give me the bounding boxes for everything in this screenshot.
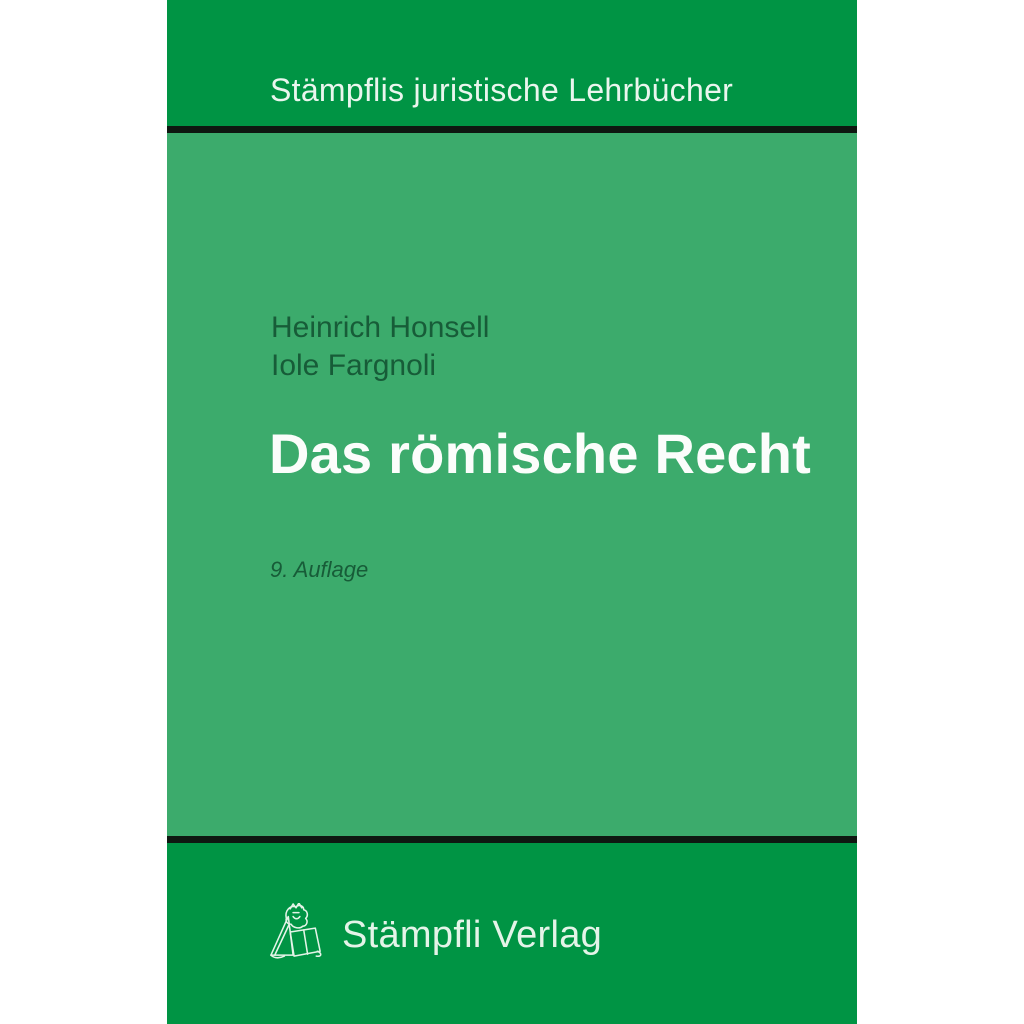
- bottom-divider-rule: [167, 836, 857, 843]
- author-names: [271, 309, 489, 385]
- author-name-1: Heinrich Honsell: [271, 311, 490, 344]
- book-title: Das römische Recht: [269, 422, 812, 485]
- edition-label: 9. Auflage: [270, 557, 369, 582]
- book-cover: [167, 0, 857, 1024]
- publisher-block: [267, 903, 602, 959]
- author-name-2: Iole Fargnoli: [271, 349, 437, 382]
- publisher-band: [167, 843, 857, 1024]
- top-divider-rule: [167, 126, 857, 133]
- publisher-name: Stämpfli Verlag: [342, 913, 603, 956]
- series-band: [167, 0, 857, 126]
- main-band: [167, 133, 857, 836]
- staempfli-lion-logo-icon: [267, 903, 325, 959]
- series-title: Stämpflis juristische Lehrbücher: [270, 72, 734, 108]
